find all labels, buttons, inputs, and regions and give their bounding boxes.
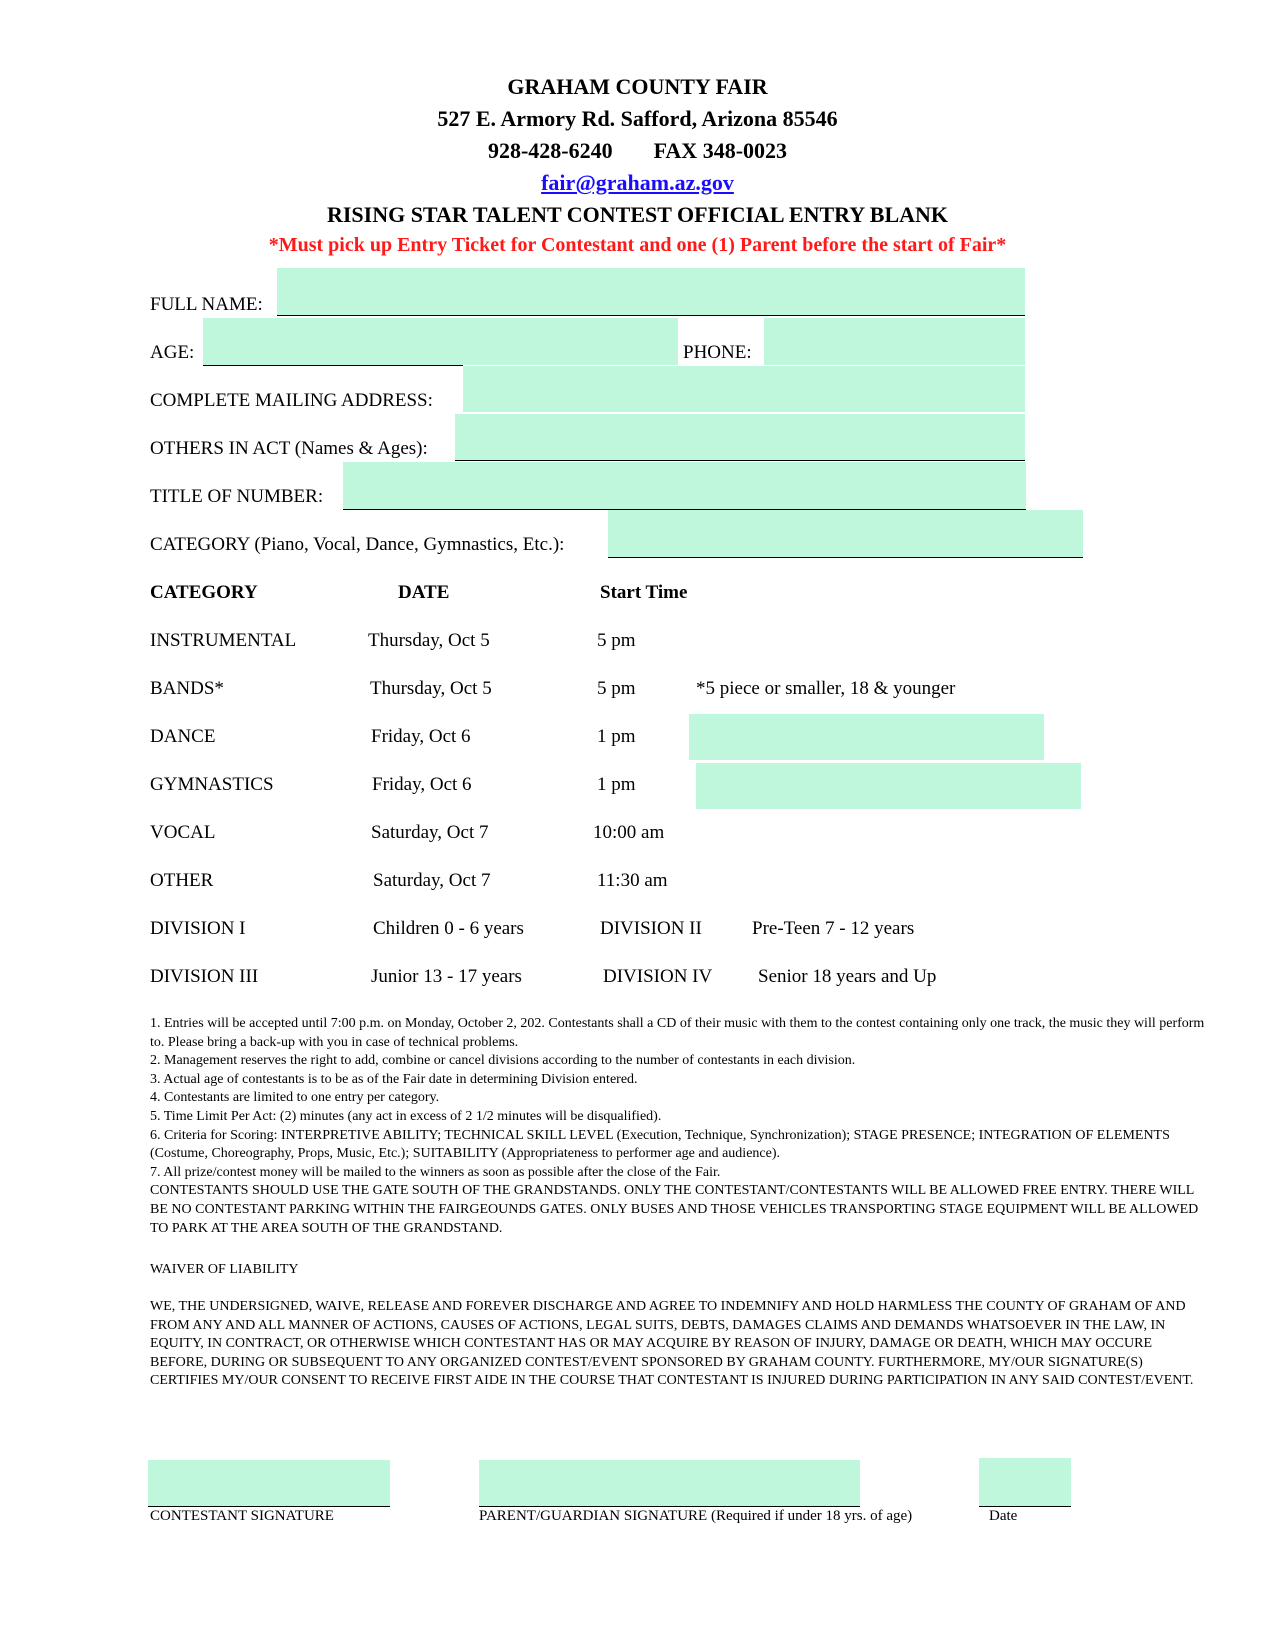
rule-item: 1. Entries will be accepted until 7:00 p.m. on Monday, October 2, 202. Contestants shall a CD of their music with them to the contest containing only one track, the music they will perform to. Please bring a back-up with you in case of technical problems. (150, 1016, 1205, 1050)
row-category: BANDS* (150, 678, 224, 699)
category-label: CATEGORY (Piano, Vocal, Dance, Gymnastics, Etc.): (150, 534, 565, 555)
waiver-text: WE, THE UNDERSIGNED, WAIVE, RELEASE AND FOREVER DISCHARGE AND AGREE TO INDEMNIFY AND HOLD HARMLESS THE COUNTY OF GRAHAM OF AND FROM ANY AND ALL MANNER OF ACTIONS, CAUSES OF ACTIONS, LEGAL SUITS, DEBTS, DAMAGES CLAIMS AND DEMANDS WHATSOEVER IN THE LAW, IN EQUITY, IN CONTRACT, OR OTHERWISE WHICH CONTESTANT HAS OR MAY ACQUIRE BY REASON OF INJURY, DAMAGE OR DEATH, WHICH MAY OCCURE BEFORE, DURING OR SUBSEQUENT TO ANY ORGANIZED CONTEST/EVENT SPONSORED BY GRAHAM COUNTY. FURTHERMORE, MY/OUR SIGNATURE(S) CERTIFIES MY/OUR CONSENT TO RECEIVE FIRST AIDE IN THE COURSE THAT CONTESTANT IS INJURED DURING PARTICIPATION IN ANY SAID CONTEST/EVENT. (150, 1299, 1194, 1389)
category-line (608, 557, 1083, 558)
phone-label: PHONE: (683, 342, 752, 363)
mailing-address-label: COMPLETE MAILING ADDRESS: (150, 390, 433, 411)
row-category: DANCE (150, 726, 216, 747)
full-name-field[interactable] (277, 268, 1025, 315)
division-desc: Pre-Teen 7 - 12 years (752, 918, 915, 939)
parent-signature-label: PARENT/GUARDIAN SIGNATURE (Required if under 18 yrs. of age) (479, 1508, 913, 1524)
others-in-act-field[interactable] (455, 414, 1025, 461)
rule-item: 7. All prize/contest money will be mailed to the winners as soon as possible after the close of the Fair. (150, 1164, 721, 1180)
row-date: Friday, Oct 6 (372, 774, 472, 795)
rule-item: 2. Management reserves the right to add, combine or cancel divisions according to the number of contestants in each division. (150, 1053, 856, 1069)
row-note: *5 piece or smaller, 18 & younger (696, 678, 956, 699)
row-date: Thursday, Oct 5 (368, 630, 490, 651)
gymnastics-note-field[interactable] (696, 763, 1081, 809)
division-name: DIVISION III (150, 966, 259, 987)
rule-item: CONTESTANTS SHOULD USE THE GATE SOUTH OF THE GRANDSTANDS. ONLY THE CONTESTANT/CONTESTANTS WILL BE ALLOWED FREE ENTRY. THERE WILL BE NO CONTESTANT PARKING WITHIN THE FAIRGEOUNDS GATES. ONLY BUSES AND THOSE VEHICLES TRANSPORTING STAGE EQUIPMENT WILL BE ALLOWED TO PARK AT THE AREA SOUTH OF THE GRANDSTAND. (150, 1183, 1199, 1236)
rule-item: 5. Time Limit Per Act: (2) minutes (any act in excess of 2 1/2 minutes will be disqualified). (150, 1108, 662, 1124)
full-name-line (277, 315, 1025, 316)
row-date: Saturday, Oct 7 (373, 870, 491, 891)
category-field[interactable] (608, 510, 1083, 557)
age-label: AGE: (150, 342, 195, 363)
row-time: 1 pm (597, 774, 636, 795)
division-name: DIVISION I (150, 918, 246, 939)
form-title: RISING STAR TALENT CONTEST OFFICIAL ENTRY BLANK (326, 202, 949, 227)
full-name-label: FULL NAME: (150, 294, 263, 315)
row-time: 5 pm (597, 630, 636, 651)
fax-number: FAX 348-0023 (653, 138, 788, 163)
row-category: OTHER (150, 870, 214, 891)
contestant-signature-field[interactable] (148, 1460, 390, 1506)
contestant-signature-line (148, 1506, 390, 1507)
row-category: INSTRUMENTAL (150, 630, 297, 651)
others-in-act-line (455, 460, 1025, 461)
row-time: 1 pm (597, 726, 636, 747)
contact-line (0, 138, 1275, 164)
date-line (979, 1506, 1071, 1507)
date-field[interactable] (979, 1458, 1071, 1506)
row-date: Thursday, Oct 5 (370, 678, 492, 699)
division-desc: Junior 13 - 17 years (371, 966, 522, 987)
division-name: DIVISION IV (603, 966, 713, 987)
division-desc: Children 0 - 6 years (373, 918, 524, 939)
mailing-address-field[interactable] (463, 366, 1025, 412)
row-time: 11:30 am (597, 870, 668, 891)
row-date: Friday, Oct 6 (371, 726, 471, 747)
age-field[interactable] (203, 318, 678, 365)
schedule-header-category: CATEGORY (150, 582, 258, 603)
dance-note-field[interactable] (689, 714, 1044, 760)
contestant-signature-label: CONTESTANT SIGNATURE (150, 1508, 334, 1524)
email-row (0, 170, 1275, 196)
date-label: Date (989, 1508, 1018, 1524)
phone-field[interactable] (764, 318, 1025, 365)
org-name: GRAHAM COUNTY FAIR (507, 74, 768, 99)
org-address: 527 E. Armory Rd. Safford, Arizona 85546 (437, 106, 838, 131)
row-category: GYMNASTICS (150, 774, 274, 795)
parent-signature-line (479, 1506, 860, 1507)
division-desc: Senior 18 years and Up (758, 966, 937, 987)
pickup-notice: *Must pick up Entry Ticket for Contestant and one (1) Parent before the start of Fair* (268, 234, 1007, 256)
others-in-act-label: OTHERS IN ACT (Names & Ages): (150, 438, 428, 459)
waiver-title: WAIVER OF LIABILITY (150, 1262, 299, 1277)
title-of-number-field[interactable] (343, 462, 1026, 510)
row-category: VOCAL (150, 822, 216, 843)
division-name: DIVISION II (600, 918, 702, 939)
row-time: 10:00 am (593, 822, 665, 843)
phone-number: 928-428-6240 (487, 138, 613, 163)
email-link[interactable]: fair@graham.az.gov (541, 170, 734, 195)
row-date: Saturday, Oct 7 (371, 822, 489, 843)
age-line (203, 365, 463, 366)
rules-block (150, 1015, 1210, 1238)
row-time: 5 pm (597, 678, 636, 699)
rule-item: 3. Actual age of contestants is to be as of the Fair date in determining Division entered. (150, 1071, 638, 1087)
rule-item: 6. Criteria for Scoring: INTERPRETIVE ABILITY; TECHNICAL SKILL LEVEL (Execution, Technique, Synchronization); STAGE PRESENCE; INTEGRATION OF ELEMENTS (Costume, Choreography, Props, Music, Etc.); SUITABILITY (Appropriateness to performer age and audience). (150, 1127, 1170, 1162)
schedule-header-date: DATE (398, 582, 450, 603)
parent-signature-field[interactable] (479, 1460, 860, 1506)
title-of-number-label: TITLE OF NUMBER: (150, 486, 324, 507)
schedule-header-time: Start Time (600, 582, 688, 603)
rule-item: 4. Contestants are limited to one entry per category. (150, 1090, 440, 1106)
